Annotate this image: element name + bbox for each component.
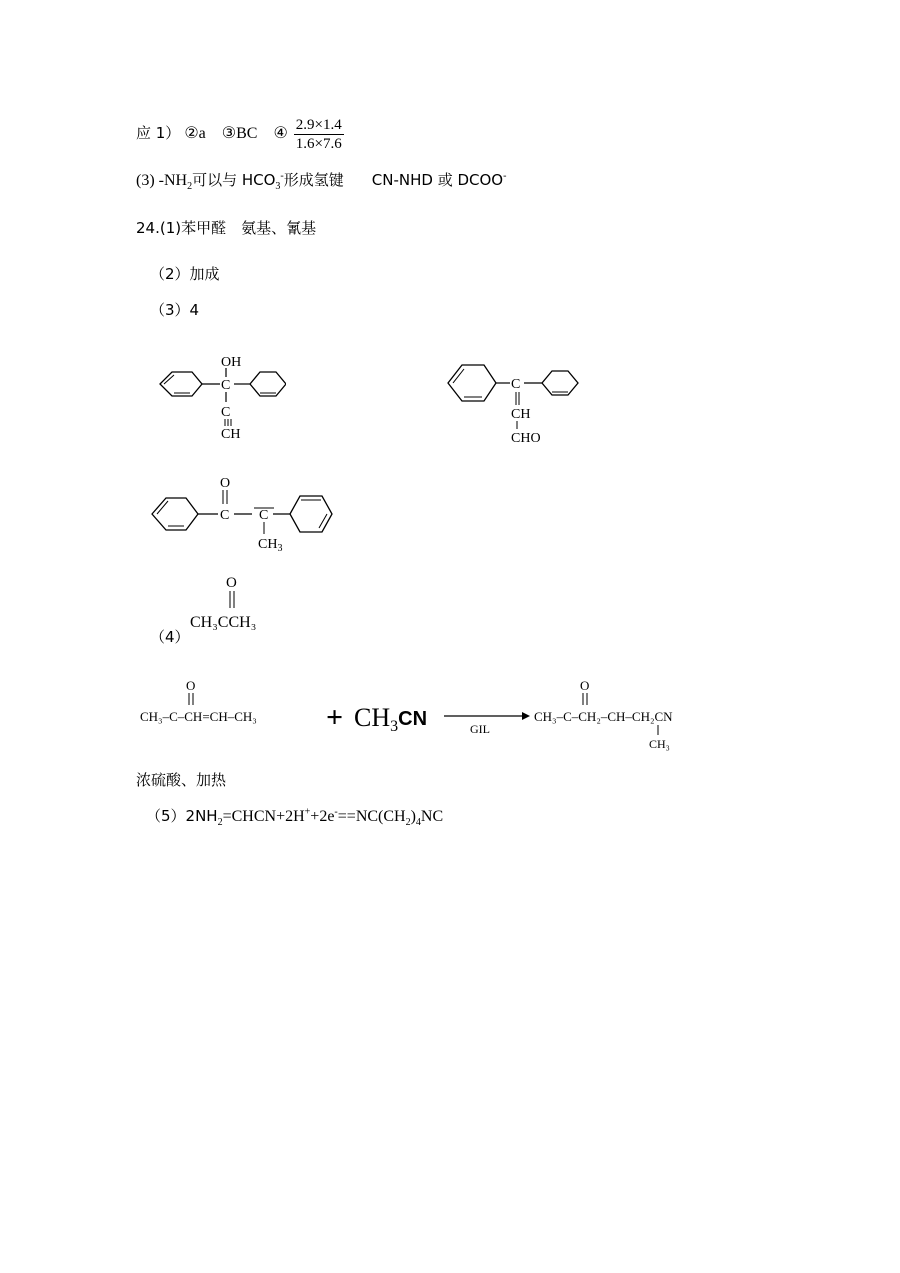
oxygen-label: O [220, 476, 231, 491]
ch-label: CH [221, 427, 241, 442]
equation-part-f: NC [420, 808, 444, 825]
answer-species: CN-NHD 或 DCOO [371, 171, 504, 189]
product: CH₃–C–CH₂–CH–CH₂CN [534, 709, 673, 724]
answer-line-2: (3) $-NH_2$可以与 $HCO_3^-$形成氢键 CN-NHD 或 DCOO- [136, 170, 507, 193]
acetone-formula: CH₃CCH₃ [190, 614, 257, 631]
answer-prefix: 应 1） [136, 124, 181, 143]
q24-label-4: （4） [150, 628, 190, 646]
oh-label: OH [221, 355, 242, 370]
cho-label: CHO [511, 431, 541, 446]
methyl-label: $CH_3$ [258, 537, 283, 554]
fraction [294, 116, 344, 153]
answer-part-4: ④ [273, 125, 288, 143]
q24-line-1: 24.(1)苯甲醛 氨基、氰基 [136, 219, 317, 237]
arrow-label: GIL [470, 722, 490, 736]
plus-sign: + [326, 701, 344, 734]
equation-part-e: ) [410, 808, 416, 825]
carbon-2-label: C [221, 405, 231, 420]
right-oxygen-label: O [580, 678, 590, 693]
q24-line-2: （2）加成 [150, 265, 220, 283]
q24-line-5: $(5)2NH_2=CHCN+2H^++2e^-==NC(CH_2)_4NC$ [146, 806, 444, 829]
fraction-numerator: 2.9×1.4 [295, 117, 342, 133]
q24-line-3: （3）4 [150, 301, 200, 319]
left-oxygen-label: O [186, 678, 196, 693]
answer-part-2: ②a [184, 125, 206, 143]
product-methyl-branch: CH₃ [649, 737, 670, 751]
hydrogen-bond-text: 形成氢键 [283, 171, 344, 189]
structure-2 [440, 350, 590, 450]
structure-3 [146, 470, 346, 556]
equation-part-a: （5）2NH [146, 807, 218, 825]
carbon-2-label: C [259, 508, 269, 523]
hco3-text: 可以与 HCO [192, 171, 276, 189]
structure-1 [146, 344, 286, 444]
carbonyl-carbon-label: C [220, 508, 230, 523]
answer-line-1 [136, 116, 344, 153]
oxygen-label: O [226, 575, 237, 591]
carbon-label: C [221, 378, 231, 393]
left-reactant: CH₃–C–CH=CH–CH₃ [140, 709, 257, 724]
structure-4-acetone [186, 570, 286, 632]
answer-part-3: ③BC [221, 125, 258, 143]
ch-label: CH [511, 407, 531, 422]
reaction-scheme [136, 672, 756, 752]
nh2-text: (3) -NH [136, 172, 188, 189]
carbon-label: C [511, 377, 521, 392]
reaction-conditions: 浓硫酸、加热 [136, 771, 227, 789]
equation-part-d: ==NC(CH [337, 808, 406, 825]
reagent-label: $CH3^{CN}$ [354, 703, 428, 735]
equation-part-b: =CHCN+2H [222, 808, 305, 825]
fraction-denominator: 1.6×7.6 [295, 136, 342, 152]
equation-part-c: +2e [310, 808, 335, 825]
